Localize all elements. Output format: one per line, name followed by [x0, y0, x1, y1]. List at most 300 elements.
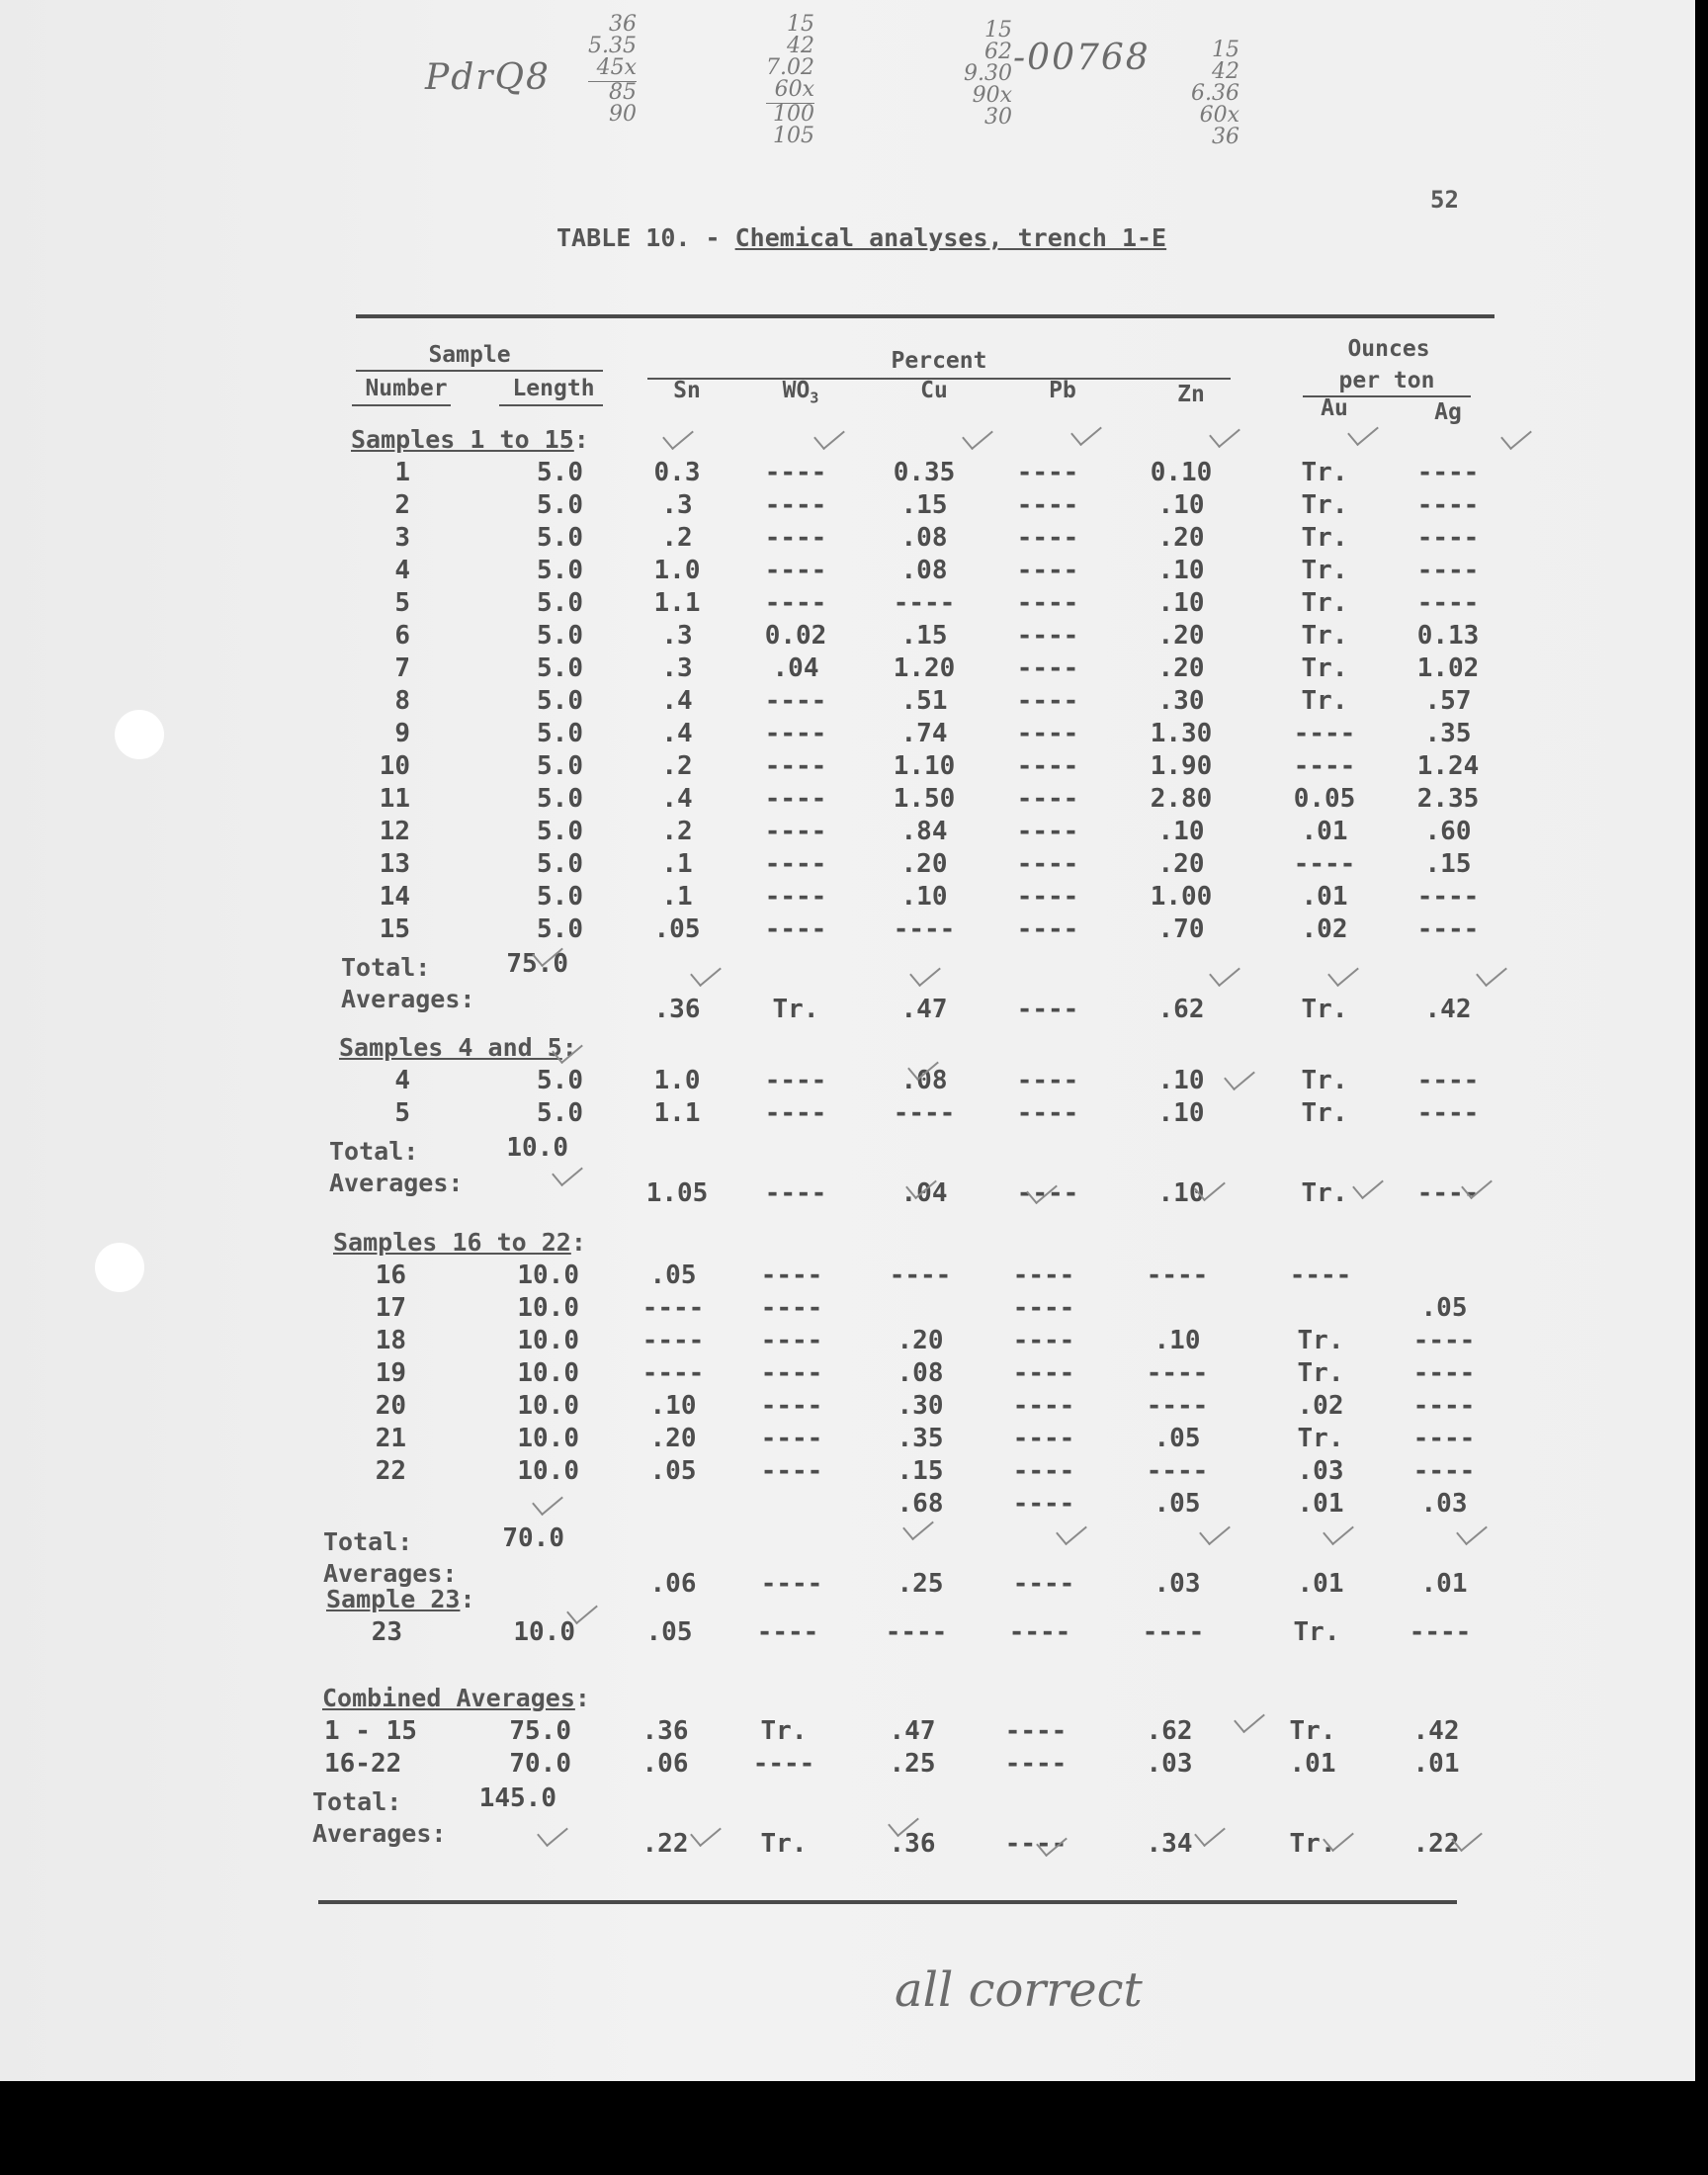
total-label: Total: — [323, 1527, 413, 1556]
table-cell: 1.90 — [1150, 751, 1213, 781]
table-cell: ---- — [1016, 914, 1079, 944]
table-cell: ---- — [764, 523, 827, 553]
table-cell: ---- — [1016, 556, 1079, 585]
group-heading-text: Samples 1 to 15 — [351, 425, 574, 454]
average-value: ---- — [1016, 995, 1079, 1024]
table-cell: 5 — [394, 588, 410, 618]
handwritten-id-left: PdrQ8 — [425, 57, 551, 98]
table-cell: ---- — [764, 914, 827, 944]
table-cell: .20 — [1157, 523, 1205, 553]
table-cell: ---- — [760, 1424, 823, 1453]
table-cell: ---- — [1416, 490, 1480, 520]
table-cell: 1.0 — [653, 556, 701, 585]
table-cell: ---- — [1416, 458, 1480, 487]
calc-line: 100 — [766, 103, 814, 126]
table-cell: ---- — [1289, 1261, 1352, 1290]
handwritten-calculation — [766, 14, 814, 147]
table-cell: ---- — [1416, 1066, 1480, 1095]
table-cell: .60 — [1424, 817, 1472, 846]
table-cell: .3 — [661, 653, 693, 683]
table-cell: 1 — [394, 458, 410, 487]
table-cell: .3 — [661, 621, 693, 651]
table-cell: .03 — [1297, 1456, 1344, 1486]
table-cell: ---- — [764, 784, 827, 814]
table-cell: 18 — [375, 1326, 406, 1355]
table-cell: 2.35 — [1416, 784, 1480, 814]
table-cell: ---- — [1016, 882, 1079, 912]
table-cell: .15 — [897, 1456, 944, 1486]
table-cell: Tr. — [1301, 490, 1348, 520]
table-cell: 5.0 — [537, 849, 583, 879]
table-cell: 5.0 — [537, 817, 583, 846]
table-cell: 3 — [394, 523, 410, 553]
table-cell: ---- — [756, 1617, 819, 1647]
calc-line: 6.36 — [1191, 81, 1239, 106]
average-value: .25 — [897, 1569, 944, 1599]
table-cell: 21 — [375, 1424, 406, 1453]
table-cell: ---- — [1016, 849, 1079, 879]
table-cell: .2 — [661, 751, 693, 781]
table-cell: 10.0 — [517, 1456, 579, 1486]
table-cell: 5.0 — [537, 556, 583, 585]
table-cell: ---- — [1016, 751, 1079, 781]
total-value: 10.0 — [506, 1133, 568, 1163]
table-subject: Chemical analyses, trench 1-E — [734, 223, 1167, 252]
average-value: Tr. — [760, 1829, 808, 1859]
header-underline — [356, 370, 603, 372]
group-heading: Sample 23: — [326, 1585, 475, 1613]
table-cell: ---- — [1016, 719, 1079, 748]
header-pb: Pb — [1049, 378, 1076, 403]
table-cell: ---- — [1004, 1749, 1068, 1779]
table-cell: ---- — [1016, 686, 1079, 716]
table-cell: .10 — [649, 1391, 697, 1421]
table-cell: .2 — [661, 523, 693, 553]
average-value: Tr. — [1289, 1829, 1336, 1859]
table-cell: 5.0 — [537, 719, 583, 748]
table-cell: .08 — [900, 523, 948, 553]
table-cell: .1 — [661, 849, 693, 879]
table-cell: .20 — [900, 849, 948, 879]
averages-label: Averages: — [312, 1819, 447, 1848]
table-cell: .10 — [1157, 490, 1205, 520]
table-cell: 5.0 — [537, 653, 583, 683]
table-cell: Tr. — [1301, 1098, 1348, 1128]
average-value: .36 — [889, 1829, 936, 1859]
table-cell: .03 — [1420, 1489, 1468, 1519]
table-cell: 1.30 — [1150, 719, 1213, 748]
table-cell: .74 — [900, 719, 948, 748]
punch-hole — [95, 1243, 144, 1292]
table-cell: .15 — [1424, 849, 1472, 879]
table-cell: ---- — [893, 588, 956, 618]
table-cell: ---- — [893, 914, 956, 944]
total-value: 145.0 — [478, 1784, 556, 1813]
table-cell: .25 — [889, 1749, 936, 1779]
table-cell: .20 — [1157, 621, 1205, 651]
table-cell: .10 — [1157, 588, 1205, 618]
average-value: .22 — [641, 1829, 689, 1859]
table-cell: ---- — [1293, 751, 1356, 781]
header-cu: Cu — [920, 378, 948, 403]
table-cell: .05 — [1420, 1293, 1468, 1323]
table-number: TABLE 10. - — [556, 223, 735, 252]
table-cell: 1.0 — [653, 1066, 701, 1095]
table-cell: 75.0 — [509, 1716, 571, 1746]
total-value: 75.0 — [506, 949, 568, 979]
table-cell: ---- — [1412, 1391, 1476, 1421]
average-value: .34 — [1146, 1829, 1193, 1859]
table-cell: .20 — [1157, 849, 1205, 879]
table-cell: ---- — [1142, 1617, 1205, 1647]
table-cell: ---- — [1008, 1617, 1071, 1647]
header-length: Length — [512, 376, 595, 401]
table-cell: .05 — [1153, 1489, 1201, 1519]
table-cell: .4 — [661, 719, 693, 748]
table-cell: .10 — [1157, 817, 1205, 846]
table-cell: .57 — [1424, 686, 1472, 716]
group-heading: Combined Averages: — [322, 1684, 590, 1712]
table-cell: 5.0 — [537, 458, 583, 487]
header-sample: Sample — [428, 342, 511, 368]
table-cell: 17 — [375, 1293, 406, 1323]
calc-line: 15 — [983, 18, 1012, 43]
table-cell: .02 — [1301, 914, 1348, 944]
table-cell: 5.0 — [537, 621, 583, 651]
calc-line: 42 — [1211, 59, 1239, 84]
average-value: 1.05 — [645, 1178, 709, 1208]
average-value: ---- — [1016, 1178, 1079, 1208]
table-cell: 0.02 — [764, 621, 827, 651]
table-cell: Tr. — [1301, 621, 1348, 651]
averages-label: Averages: — [323, 1559, 458, 1588]
average-value: .62 — [1157, 995, 1205, 1024]
table-cell: ---- — [764, 817, 827, 846]
table-cell: ---- — [764, 556, 827, 585]
calc-line: 90x — [972, 83, 1012, 108]
table-cell: 23 — [371, 1617, 402, 1647]
table-title — [556, 223, 1166, 252]
header-wo3 — [746, 378, 855, 407]
table-cell: ---- — [752, 1749, 815, 1779]
calc-line: 5.35 — [588, 34, 637, 58]
table-cell: .04 — [772, 653, 819, 683]
table-cell: ---- — [641, 1358, 705, 1388]
table-cell: .20 — [1157, 653, 1205, 683]
calc-line: 9.30 — [964, 61, 1012, 86]
table-cell: ---- — [1412, 1456, 1476, 1486]
table-cell: .15 — [900, 621, 948, 651]
table-cell: ---- — [641, 1293, 705, 1323]
table-cell: ---- — [1416, 588, 1480, 618]
average-value: .36 — [653, 995, 701, 1024]
table-cell: ---- — [1012, 1293, 1075, 1323]
table-cell: ---- — [760, 1391, 823, 1421]
table-cell: 1.50 — [893, 784, 956, 814]
table-cell: ---- — [1412, 1358, 1476, 1388]
table-cell: 7 — [394, 653, 410, 683]
table-cell: 0.13 — [1416, 621, 1480, 651]
group-heading: Samples 16 to 22: — [333, 1228, 586, 1257]
table-cell: 19 — [375, 1358, 406, 1388]
average-value: .47 — [900, 995, 948, 1024]
table-cell: Tr. — [1301, 588, 1348, 618]
table-cell: .05 — [653, 914, 701, 944]
calc-line: 62 — [983, 40, 1012, 64]
table-cell: .36 — [641, 1716, 689, 1746]
handwritten-calculation — [964, 20, 1012, 129]
table-cell: .30 — [897, 1391, 944, 1421]
table-cell: ---- — [1416, 523, 1480, 553]
table-cell: 1.24 — [1416, 751, 1480, 781]
table-cell: 10.0 — [517, 1293, 579, 1323]
table-cell: ---- — [1416, 1098, 1480, 1128]
table-cell: ---- — [760, 1293, 823, 1323]
averages-label: Averages: — [341, 985, 475, 1013]
table-cell: ---- — [764, 1066, 827, 1095]
table-cell: .10 — [900, 882, 948, 912]
table-cell: .01 — [1301, 882, 1348, 912]
table-cell: Tr. — [1297, 1424, 1344, 1453]
table-cell: .30 — [1157, 686, 1205, 716]
table-cell: .20 — [897, 1326, 944, 1355]
table-cell: ---- — [885, 1617, 948, 1647]
table-cell: ---- — [760, 1358, 823, 1388]
average-value: .04 — [900, 1178, 948, 1208]
table-cell: ---- — [1012, 1489, 1075, 1519]
table-cell: ---- — [764, 686, 827, 716]
table-cell: .62 — [1146, 1716, 1193, 1746]
table-cell: 5.0 — [537, 588, 583, 618]
group-heading-text: Sample 23 — [326, 1585, 461, 1613]
table-cell: 15 — [379, 914, 410, 944]
header-number: Number — [365, 376, 448, 401]
calc-line: 105 — [772, 124, 814, 148]
table-cell: ---- — [764, 751, 827, 781]
header-underline — [352, 404, 451, 406]
table-cell: ---- — [1412, 1326, 1476, 1355]
table-cell: .01 — [1289, 1749, 1336, 1779]
calc-line: 85 — [588, 81, 637, 104]
table-cell: .01 — [1301, 817, 1348, 846]
table-cell: ---- — [1012, 1424, 1075, 1453]
total-label: Total: — [329, 1137, 419, 1166]
table-cell: Tr. — [1293, 1617, 1340, 1647]
average-value: .01 — [1420, 1569, 1468, 1599]
average-value: ---- — [1416, 1178, 1480, 1208]
table-cell: ---- — [1146, 1358, 1209, 1388]
total-label: Total: — [312, 1787, 402, 1816]
table-bottom-rule — [318, 1900, 1457, 1904]
table-cell: 0.05 — [1293, 784, 1356, 814]
table-cell: .42 — [1412, 1716, 1460, 1746]
table-cell: ---- — [641, 1326, 705, 1355]
table-cell: ---- — [764, 588, 827, 618]
table-cell: 8 — [394, 686, 410, 716]
table-cell: .20 — [649, 1424, 697, 1453]
table-cell: .68 — [897, 1489, 944, 1519]
table-cell: .10 — [1157, 1066, 1205, 1095]
table-cell: 5.0 — [537, 490, 583, 520]
table-top-rule — [356, 314, 1494, 318]
table-cell: ---- — [764, 849, 827, 879]
scan-border — [0, 2081, 1708, 2175]
table-cell: 12 — [379, 817, 410, 846]
table-cell: .84 — [900, 817, 948, 846]
table-cell: ---- — [1016, 784, 1079, 814]
table-cell: ---- — [1146, 1456, 1209, 1486]
table-cell: ---- — [1293, 849, 1356, 879]
average-value: ---- — [760, 1569, 823, 1599]
table-cell: ---- — [1016, 523, 1079, 553]
table-cell: 4 — [394, 1066, 410, 1095]
average-value: .22 — [1412, 1829, 1460, 1859]
table-cell: 1.00 — [1150, 882, 1213, 912]
table-cell: ---- — [1016, 1066, 1079, 1095]
table-cell: Tr. — [1301, 653, 1348, 683]
table-cell: .10 — [1153, 1326, 1201, 1355]
table-cell: .05 — [1153, 1424, 1201, 1453]
table-cell: 1.1 — [653, 1098, 701, 1128]
average-value: .42 — [1424, 995, 1472, 1024]
table-cell: .4 — [661, 784, 693, 814]
table-cell: ---- — [760, 1326, 823, 1355]
table-cell: 0.3 — [653, 458, 701, 487]
table-cell: ---- — [764, 458, 827, 487]
header-sn: Sn — [673, 378, 701, 403]
calc-line: 45x — [596, 55, 637, 80]
total-value: 70.0 — [502, 1523, 564, 1553]
calc-line: 60x — [774, 77, 814, 102]
average-value: ---- — [1004, 1829, 1068, 1859]
average-value: .06 — [649, 1569, 697, 1599]
average-value: .01 — [1297, 1569, 1344, 1599]
table-cell: 5.0 — [537, 751, 583, 781]
table-cell: 10.0 — [513, 1617, 575, 1647]
group-heading-text: Combined Averages — [322, 1684, 575, 1712]
table-cell: .51 — [900, 686, 948, 716]
table-cell: .4 — [661, 686, 693, 716]
table-cell: .35 — [1424, 719, 1472, 748]
averages-label: Averages: — [329, 1169, 464, 1197]
table-cell: Tr. — [1301, 458, 1348, 487]
table-cell: .02 — [1297, 1391, 1344, 1421]
table-cell: 5.0 — [537, 686, 583, 716]
table-cell: ---- — [764, 719, 827, 748]
group-heading: Samples 1 to 15: — [351, 425, 589, 454]
table-cell: 10.0 — [517, 1261, 579, 1290]
table-cell: ---- — [1004, 1716, 1068, 1746]
table-cell: .08 — [900, 1066, 948, 1095]
calc-line: 36 — [608, 12, 637, 37]
table-cell: 2 — [394, 490, 410, 520]
table-cell: .08 — [900, 556, 948, 585]
table-cell: ---- — [1016, 490, 1079, 520]
header-ounces: Ounces — [1347, 336, 1430, 362]
handwritten-note: all correct — [895, 1962, 1143, 2018]
calc-line: 15 — [1211, 38, 1239, 62]
table-cell: ---- — [1016, 1098, 1079, 1128]
table-cell: ---- — [1012, 1358, 1075, 1388]
table-cell: 0.10 — [1150, 458, 1213, 487]
table-cell: .1 — [661, 882, 693, 912]
table-cell: ---- — [1416, 882, 1480, 912]
table-cell: 5.0 — [537, 784, 583, 814]
table-cell: .35 — [897, 1424, 944, 1453]
table-cell: ---- — [1412, 1424, 1476, 1453]
table-cell: .05 — [645, 1617, 693, 1647]
table-cell: Tr. — [1297, 1358, 1344, 1388]
table-cell: Tr. — [1301, 556, 1348, 585]
table-cell: 5.0 — [537, 523, 583, 553]
calc-line: 15 — [786, 12, 814, 37]
group-heading-text: Samples 4 and 5 — [339, 1033, 562, 1062]
average-value: .03 — [1153, 1569, 1201, 1599]
header-percent: Percent — [891, 348, 987, 374]
table-cell: ---- — [760, 1456, 823, 1486]
calc-line: 90 — [608, 102, 637, 127]
table-cell: 10.0 — [517, 1424, 579, 1453]
calc-line: 30 — [983, 105, 1012, 130]
table-cell: 5.0 — [537, 1098, 583, 1128]
header-au: Au — [1321, 395, 1348, 421]
table-cell: Tr. — [1301, 686, 1348, 716]
table-cell: ---- — [893, 1098, 956, 1128]
handwritten-calculation — [1191, 40, 1239, 148]
table-cell: ---- — [1016, 621, 1079, 651]
table-cell: 2.80 — [1150, 784, 1213, 814]
table-cell: ---- — [1012, 1326, 1075, 1355]
table-cell: ---- — [1016, 817, 1079, 846]
table-cell: 5.0 — [537, 914, 583, 944]
table-cell: 1 - 15 — [324, 1716, 417, 1746]
average-value: ---- — [764, 1178, 827, 1208]
table-cell: 1.20 — [893, 653, 956, 683]
table-cell: ---- — [760, 1261, 823, 1290]
table-cell: .03 — [1146, 1749, 1193, 1779]
table-cell: Tr. — [1301, 1066, 1348, 1095]
table-cell: 16 — [375, 1261, 406, 1290]
calc-line: 36 — [1211, 125, 1239, 149]
punch-hole — [115, 710, 164, 759]
table-cell: Tr. — [760, 1716, 808, 1746]
table-cell: .10 — [1157, 556, 1205, 585]
table-cell: ---- — [1409, 1617, 1472, 1647]
table-cell: 9 — [394, 719, 410, 748]
header-underline — [499, 404, 603, 406]
table-cell: .2 — [661, 817, 693, 846]
table-cell: 16-22 — [324, 1749, 402, 1779]
table-cell: Tr. — [1297, 1326, 1344, 1355]
table-cell: 11 — [379, 784, 410, 814]
table-cell: 1.1 — [653, 588, 701, 618]
table-cell: ---- — [1016, 588, 1079, 618]
table-cell: 10.0 — [517, 1326, 579, 1355]
table-cell: .47 — [889, 1716, 936, 1746]
table-cell: ---- — [1012, 1261, 1075, 1290]
table-cell: ---- — [889, 1261, 952, 1290]
table-cell: 70.0 — [509, 1749, 571, 1779]
table-cell: .05 — [649, 1456, 697, 1486]
table-cell: 22 — [375, 1456, 406, 1486]
table-cell: 5 — [394, 1098, 410, 1128]
table-cell: .01 — [1412, 1749, 1460, 1779]
table-cell: .05 — [649, 1261, 697, 1290]
table-cell: ---- — [1146, 1261, 1209, 1290]
table-cell: .01 — [1297, 1489, 1344, 1519]
table-cell: 14 — [379, 882, 410, 912]
average-value: Tr. — [1301, 995, 1348, 1024]
